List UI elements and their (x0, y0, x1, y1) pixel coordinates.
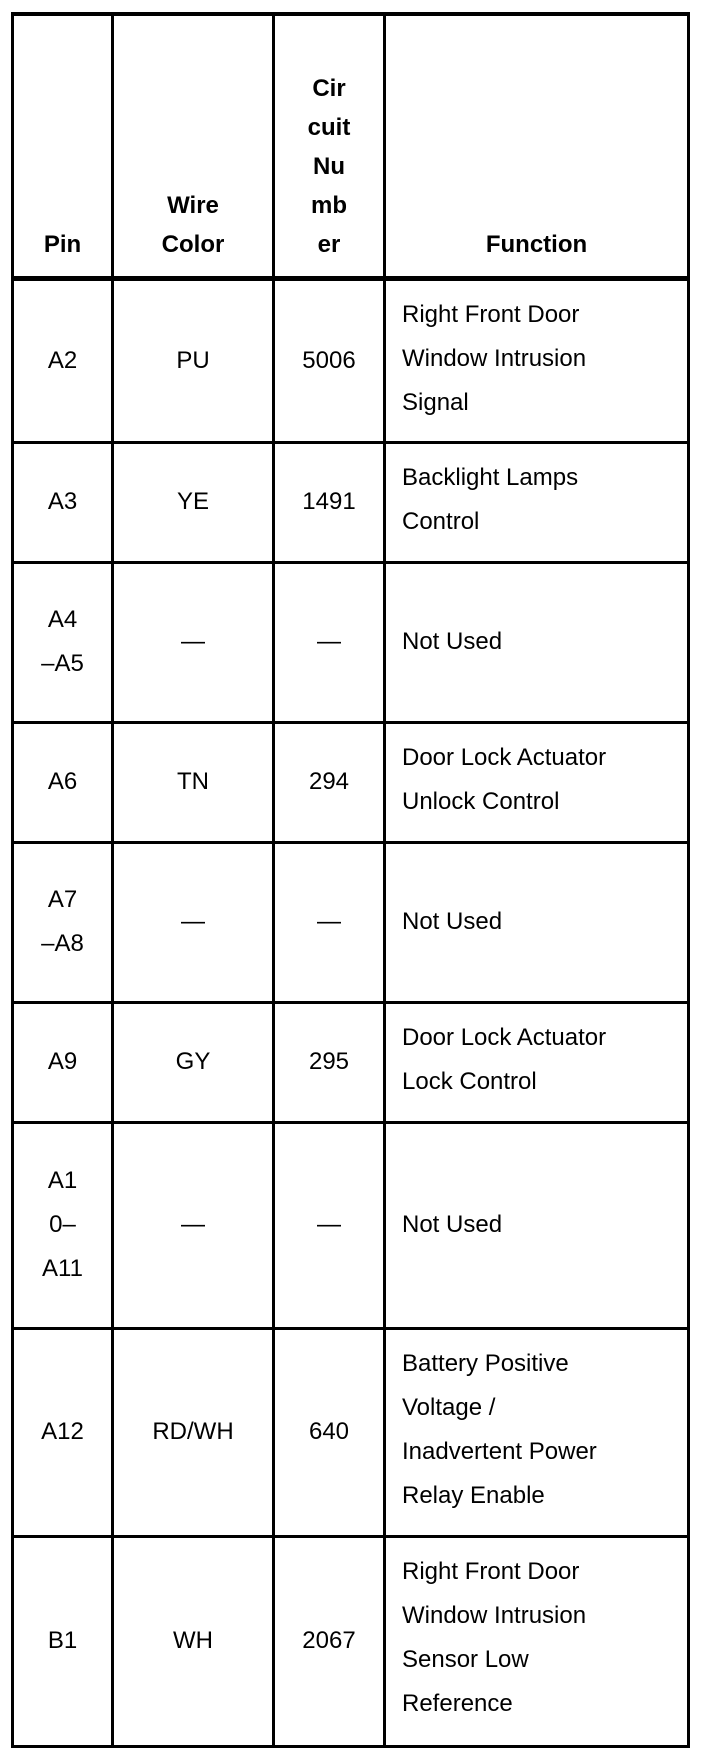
wire-color-cell: YE (113, 442, 274, 562)
table-row (13, 278, 689, 442)
circuit-cell: 5006 (274, 278, 385, 442)
function-cell: Door Lock Actuator Lock Control (385, 1002, 689, 1122)
wire-color-cell: RD/WH (113, 1328, 274, 1536)
pin-cell: A6 (13, 722, 113, 842)
wire-color-cell: TN (113, 722, 274, 842)
pin-cell: B1 (13, 1536, 113, 1746)
table-row (13, 722, 689, 842)
table-row (13, 842, 689, 1002)
function-cell: Backlight Lamps Control (385, 442, 689, 562)
pin-cell: A1 0– A11 (13, 1122, 113, 1328)
header-function: Function (385, 14, 689, 278)
header-row (13, 14, 689, 278)
connector-pinout-table (11, 12, 690, 1748)
pin-cell: A9 (13, 1002, 113, 1122)
header-circuit-number: Cir cuit Nu mb er (274, 14, 385, 278)
wire-color-cell: — (113, 1122, 274, 1328)
circuit-cell: 640 (274, 1328, 385, 1536)
pin-cell: A7 –A8 (13, 842, 113, 1002)
table-row (13, 442, 689, 562)
table-row (13, 1122, 689, 1328)
function-cell: Right Front Door Window Intrusion Signal (385, 278, 689, 442)
function-cell: Not Used (385, 842, 689, 1002)
function-cell: Door Lock Actuator Unlock Control (385, 722, 689, 842)
table-row (13, 1002, 689, 1122)
header-wire-color: Wire Color (113, 14, 274, 278)
circuit-cell: 1491 (274, 442, 385, 562)
pin-cell: A4 –A5 (13, 562, 113, 722)
table-row (13, 1328, 689, 1536)
wire-color-cell: GY (113, 1002, 274, 1122)
circuit-cell: — (274, 842, 385, 1002)
pin-cell: A2 (13, 278, 113, 442)
header-pin: Pin (13, 14, 113, 278)
circuit-cell: 295 (274, 1002, 385, 1122)
table-row (13, 1536, 689, 1746)
function-cell: Battery Positive Voltage / Inadvertent Power Relay Enable (385, 1328, 689, 1536)
pin-cell: A3 (13, 442, 113, 562)
circuit-cell: — (274, 1122, 385, 1328)
wire-color-cell: WH (113, 1536, 274, 1746)
circuit-cell: — (274, 562, 385, 722)
table-row (13, 562, 689, 722)
wire-color-cell: — (113, 842, 274, 1002)
circuit-cell: 2067 (274, 1536, 385, 1746)
function-cell: Not Used (385, 562, 689, 722)
circuit-cell: 294 (274, 722, 385, 842)
pin-cell: A12 (13, 1328, 113, 1536)
function-cell: Right Front Door Window Intrusion Sensor Low Reference (385, 1536, 689, 1746)
function-cell: Not Used (385, 1122, 689, 1328)
wire-color-cell: — (113, 562, 274, 722)
wire-color-cell: PU (113, 278, 274, 442)
